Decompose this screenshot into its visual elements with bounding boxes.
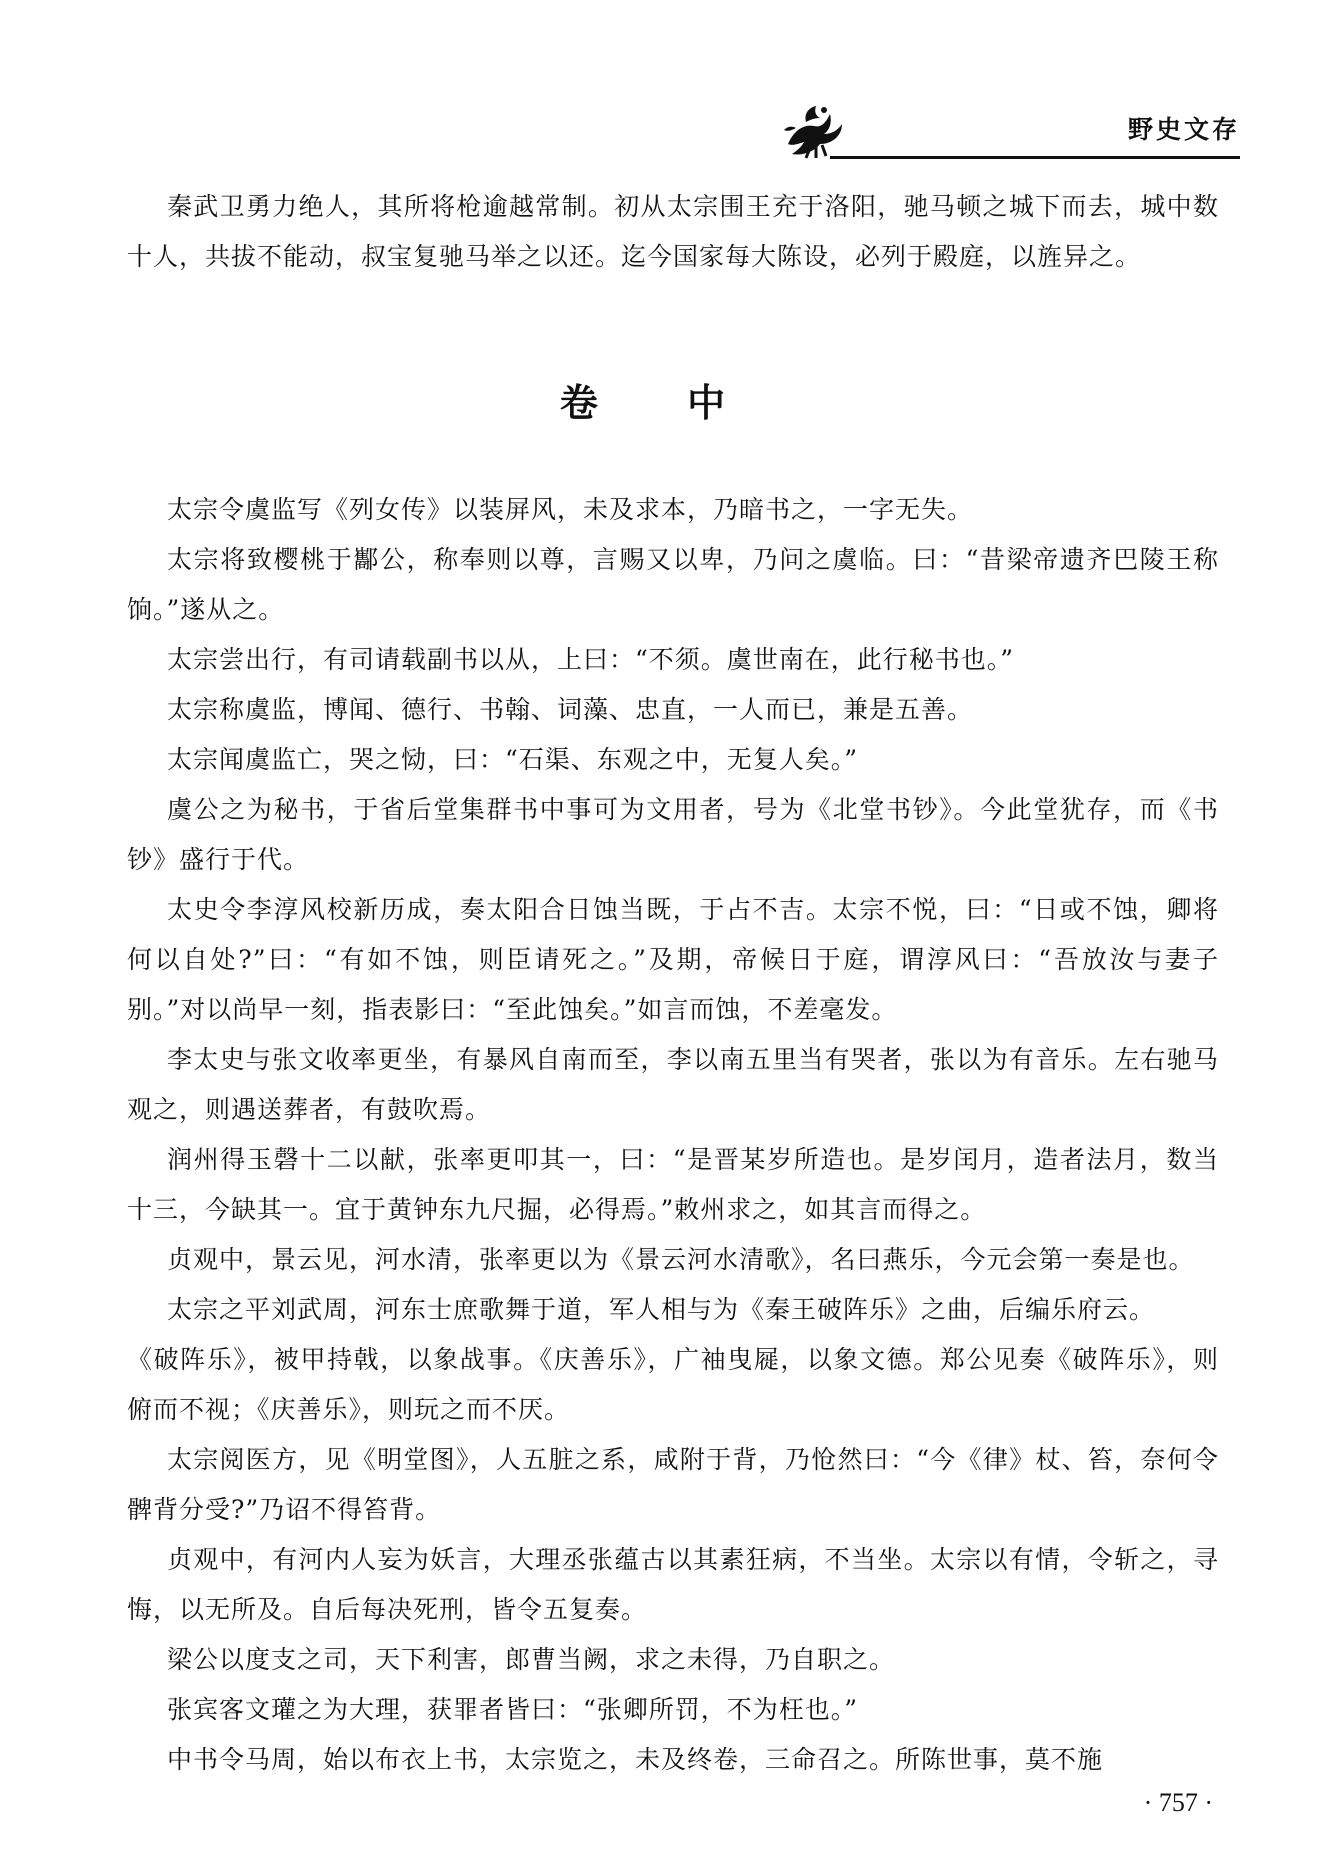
- paragraph: 太史令李淳风校新历成，奏太阳合日蚀当既，于占不吉。太宗不悦，曰：“日或不蚀，卿将何以自处?”曰：“有如不蚀，则臣请死之。”及期，帝候日于庭，谓淳风曰：“吾放汝与妻子别。”对以尚早一刻，指表影曰：“至此蚀矣。”如言而蚀，不差毫发。: [127, 895, 1219, 1024]
- paragraph: 张宾客文瓘之为大理，获罪者皆曰：“张卿所罚，不为枉也。”: [167, 1695, 859, 1724]
- paragraph: 太宗将致樱桃于酅公，称奉则以尊，言赐又以卑，乃问之虞临。曰：“昔梁帝遗齐巴陵王称饷。”遂从之。: [127, 545, 1219, 624]
- header-rule: [830, 156, 1240, 159]
- paragraph: 梁公以度支之司，天下利害，郎曹当阙，求之未得，乃自职之。: [167, 1645, 896, 1674]
- main-text: [127, 485, 1219, 1785]
- paragraph: 太宗尝出行，有司请载副书以从，上曰：“不须。虞世南在，此行秘书也。”: [167, 645, 1015, 674]
- paragraph: 太宗阅医方，见《明堂图》，人五脏之系，咸附于背，乃怆然曰：“今《律》杖、笞，奈何令髀背分受?”乃诏不得笞背。: [127, 1445, 1219, 1524]
- running-header: [760, 96, 1240, 166]
- paragraph: 太宗令虞监写《列女传》以装屏风，未及求本，乃暗书之，一字无失。: [167, 495, 974, 524]
- paragraph: 李太史与张文收率更坐，有暴风自南而至，李以南五里当有哭者，张以为有音乐。左右驰马观之，则遇送葬者，有鼓吹焉。: [127, 1045, 1219, 1124]
- dragon-emblem-icon: [780, 100, 848, 162]
- paragraph: 贞观中，有河内人妄为妖言，大理丞张蕴古以其素狂病，不当坐。太宗以有情，令斩之，寻悔，以无所及。自后每决死刑，皆令五复奏。: [127, 1545, 1219, 1624]
- paragraph: 秦武卫勇力绝人，其所将枪逾越常制。初从太宗围王充于洛阳，驰马顿之城下而去，城中数十人，共拔不能动，叔宝复驰马举之以还。迄今国家每大陈设，必列于殿庭，以旌异之。: [127, 192, 1219, 271]
- header-title: 野史文存: [1127, 115, 1240, 144]
- paragraph: 中书令马周，始以布衣上书，太宗览之，未及终卷，三命召之。所陈世事，莫不施: [167, 1745, 1104, 1774]
- paragraph: 虞公之为秘书，于省后堂集群书中事可为文用者，号为《北堂书钞》。今此堂犹存，而《书钞》盛行于代。: [127, 795, 1219, 874]
- paragraph: 太宗之平刘武周，河东士庶歌舞于道，军人相与为《秦王破阵乐》之曲，后编乐府云。: [167, 1295, 1156, 1324]
- chapter-heading: 卷 中: [559, 381, 764, 425]
- paragraph: 《破阵乐》，被甲持戟，以象战事。《庆善乐》，广袖曳屣，以象文德。郑公见奏《破阵乐》，则俯而不视；《庆善乐》，则玩之而不厌。: [127, 1345, 1219, 1424]
- paragraph: 润州得玉磬十二以献，张率更叩其一，曰：“是晋某岁所造也。是岁闰月，造者法月，数当十三，今缺其一。宜于黄钟东九尺掘，必得焉。”敕州求之，如其言而得之。: [127, 1145, 1219, 1224]
- paragraph: 贞观中，景云见，河水清，张率更以为《景云河水清歌》，名曰燕乐，今元会第一奏是也。: [167, 1245, 1195, 1274]
- paragraph: 太宗称虞监，博闻、德行、书翰、词藻、忠直，一人而已，兼是五善。: [167, 695, 974, 724]
- page-number: · 757 ·: [1143, 1788, 1213, 1817]
- paragraph: 太宗闻虞监亡，哭之恸，曰：“石渠、东观之中，无复人矣。”: [167, 745, 859, 774]
- carryover-section: [127, 182, 1219, 282]
